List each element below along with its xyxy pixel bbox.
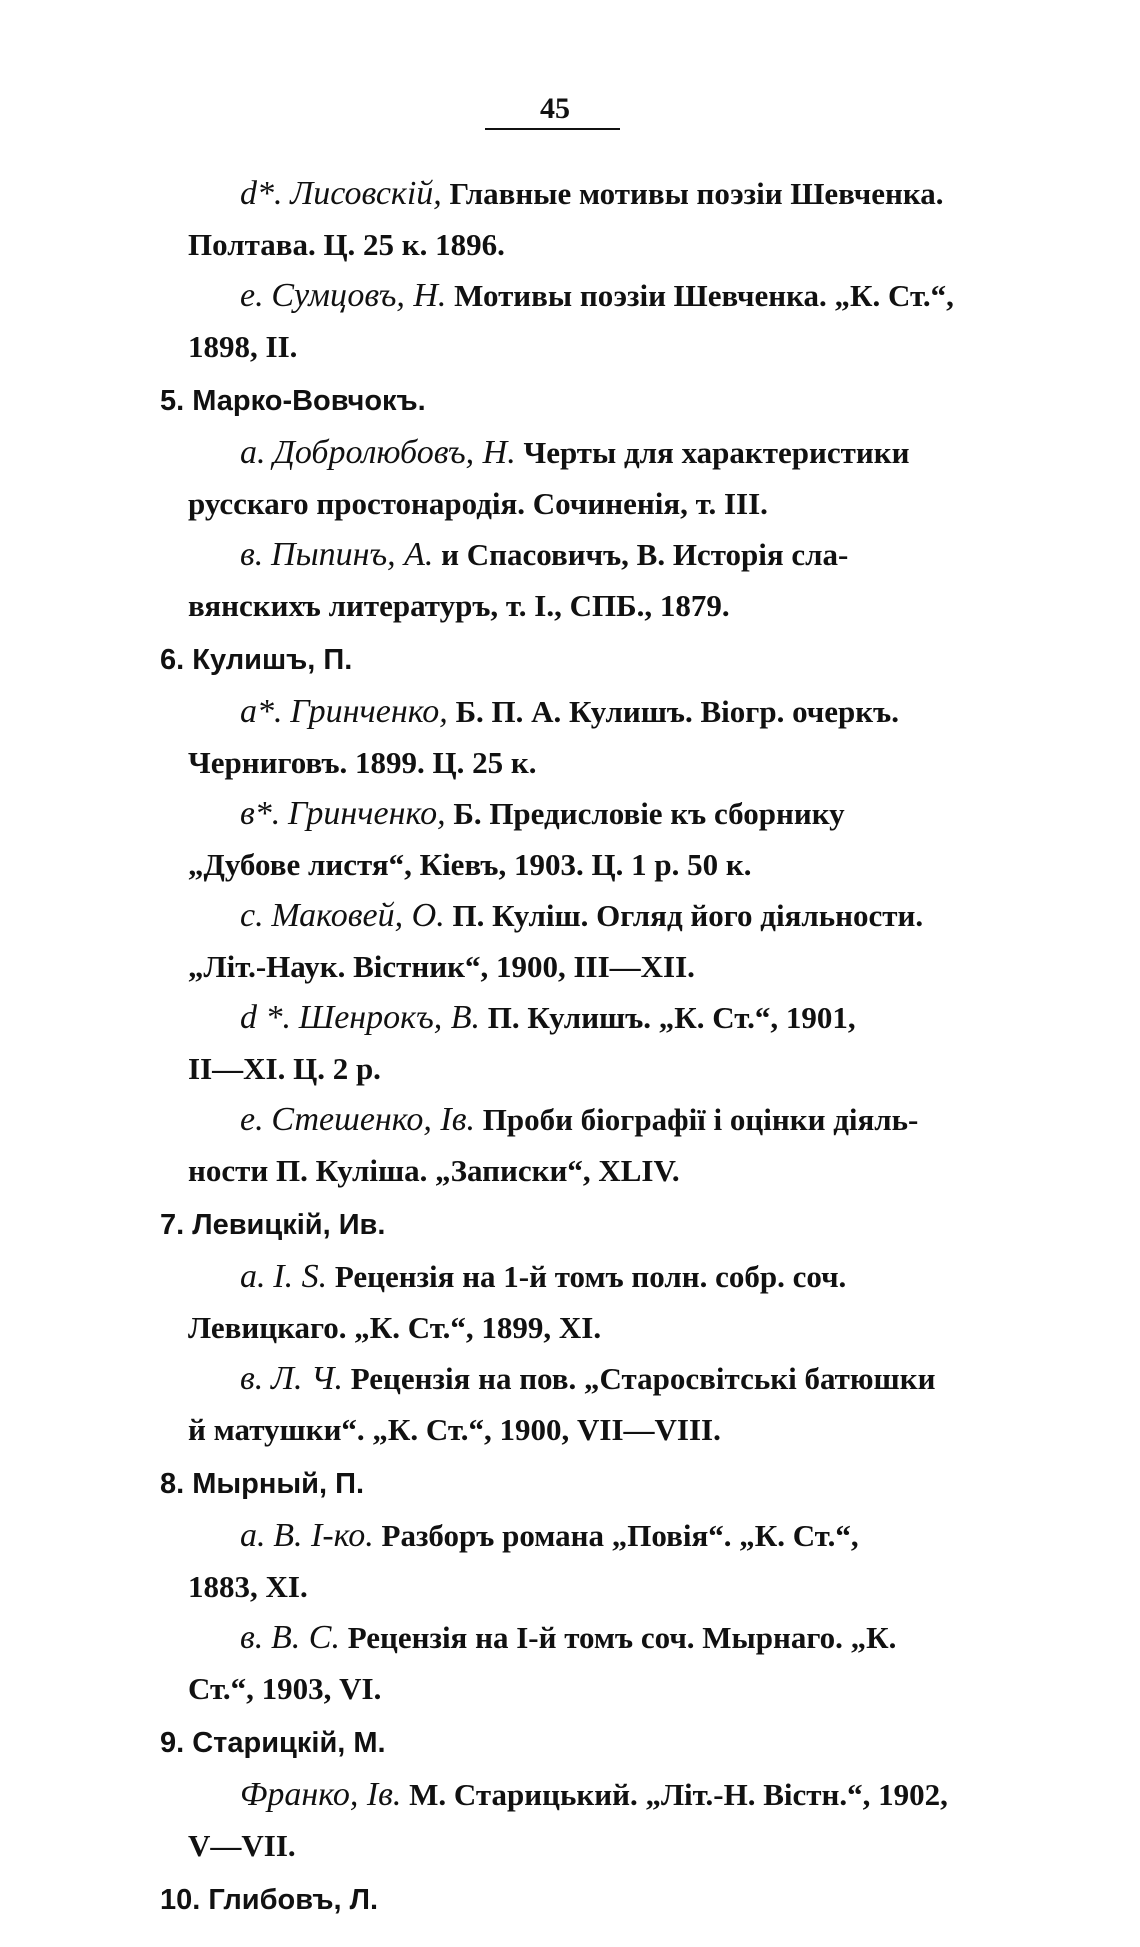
entry-continuation: [160, 321, 1020, 372]
entry-line: [160, 529, 1020, 580]
entry-letter: в.: [240, 536, 264, 573]
entry-line: [160, 427, 1020, 478]
entry-text: Левицкаго. „К. Ст.“, 1899, XI.: [188, 1310, 602, 1345]
entry-continuation: [160, 219, 1020, 270]
entry-text: М. Старицький. „Літ.-Н. Вістн.“, 1902,: [409, 1777, 948, 1812]
entry-continuation: [160, 737, 1020, 788]
section-heading: [160, 376, 1020, 427]
entry-continuation: [160, 1043, 1020, 1094]
entry-text: Рецензія на I-й томъ соч. Мырнаго. „К.: [347, 1620, 897, 1655]
entry-text: вянскихъ литературъ, т. I., СПБ., 1879.: [188, 588, 730, 623]
entry-text: Б. П. А. Кулишъ. Віогр. очеркъ.: [455, 694, 899, 729]
section-heading: [160, 1718, 1020, 1769]
section-title: 9. Старицкій, М.: [160, 1727, 386, 1759]
entry-author: Лисовскій,: [290, 175, 442, 212]
entry-author: Стешенко, Iв.: [271, 1101, 475, 1138]
entry-continuation: [160, 1820, 1020, 1871]
entry-letter: c.: [240, 897, 264, 934]
entry-letter: в*.: [240, 795, 281, 832]
entry-text: 1898, II.: [188, 329, 298, 364]
entry-line: [160, 270, 1020, 321]
entry-letter: d *.: [240, 999, 291, 1036]
bibliography-list: [160, 168, 1020, 1926]
entry-letter: d*.: [240, 175, 283, 212]
entry-text: II—XI. Ц. 2 р.: [188, 1051, 381, 1086]
section-heading: [160, 635, 1020, 686]
section-title: 10. Глибовъ, Л.: [160, 1884, 379, 1916]
entry-continuation: [160, 1145, 1020, 1196]
entry-author: Франко, Iв.: [240, 1776, 402, 1813]
entry-text: Ст.“, 1903, VI.: [188, 1671, 382, 1706]
page-number-rule: [485, 128, 620, 130]
entry-author: Сумцовъ, Н.: [271, 277, 447, 314]
entry-text: Главные мотивы поэзіи Шевченка.: [449, 176, 944, 211]
entry-line: [160, 686, 1020, 737]
entry-line: [160, 168, 1020, 219]
entry-author: Пыпинъ, А.: [271, 536, 434, 573]
entry-text: Мотивы поэзіи Шевченка. „К. Ст.“,: [454, 278, 954, 313]
entry-continuation: [160, 839, 1020, 890]
entry-line: [160, 992, 1020, 1043]
entry-letter: e.: [240, 277, 264, 314]
entry-line: [160, 890, 1020, 941]
entry-text: й матушки“. „К. Ст.“, 1900, VII—VIII.: [188, 1412, 721, 1447]
entry-author: Добролюбовъ, Н.: [273, 434, 516, 471]
entry-continuation: [160, 1663, 1020, 1714]
entry-text: и Спасовичъ, В. Исторія сла-: [441, 537, 849, 572]
entry-continuation: [160, 1561, 1020, 1612]
entry-author: Шенрокъ, В.: [298, 999, 480, 1036]
entry-text: Рецензія на 1-й томъ полн. собр. соч.: [334, 1259, 847, 1294]
entry-continuation: [160, 941, 1020, 992]
entry-continuation: [160, 580, 1020, 631]
entry-author: В. С.: [271, 1619, 340, 1656]
entry-text: V—VII.: [188, 1828, 296, 1863]
entry-letter: a.: [240, 434, 266, 471]
entry-continuation: [160, 478, 1020, 529]
entry-author: Гринченко,: [288, 795, 446, 832]
entry-line: [160, 788, 1020, 839]
entry-author: I. S.: [273, 1258, 328, 1295]
entry-line: [160, 1353, 1020, 1404]
entry-text: Полтава. Ц. 25 к. 1896.: [188, 227, 505, 262]
section-heading: [160, 1875, 1020, 1926]
entry-letter: a.: [240, 1517, 266, 1554]
section-title: 6. Кулишъ, П.: [160, 644, 353, 676]
entry-letter: в.: [240, 1619, 264, 1656]
entry-text: Разборъ романа „Повія“. „К. Ст.“,: [381, 1518, 859, 1553]
page-number: 45: [540, 92, 570, 125]
entry-line: [160, 1510, 1020, 1561]
entry-text: „Літ.-Наук. Вістник“, 1900, III—XII.: [188, 949, 695, 984]
section-heading: [160, 1200, 1020, 1251]
entry-letter: e.: [240, 1101, 264, 1138]
section-heading: [160, 1459, 1020, 1510]
section-title: 5. Марко-Вовчокъ.: [160, 385, 426, 417]
entry-continuation: [160, 1302, 1020, 1353]
entry-author: Гринченко,: [290, 693, 448, 730]
entry-text: П. Кулишъ. „К. Ст.“, 1901,: [487, 1000, 856, 1035]
section-title: 7. Левицкій, Ив.: [160, 1209, 386, 1241]
entry-text: Черниговъ. 1899. Ц. 25 к.: [188, 745, 537, 780]
entry-line: [160, 1094, 1020, 1145]
entry-text: русскаго простонародія. Сочиненія, т. III.: [188, 486, 768, 521]
entry-text: Рецензія на пов. „Старосвітські батюшки: [350, 1361, 936, 1396]
entry-text: „Дубове листя“, Кіевъ, 1903. Ц. 1 р. 50 к.: [188, 847, 752, 882]
entry-text: Проби біографії і оцінки діяль-: [482, 1102, 919, 1137]
entry-continuation: [160, 1404, 1020, 1455]
entry-author: В. I-ко.: [273, 1517, 374, 1554]
entry-line: [160, 1612, 1020, 1663]
entry-letter: a*.: [240, 693, 283, 730]
entry-letter: в.: [240, 1360, 264, 1397]
entry-line: [160, 1251, 1020, 1302]
entry-letter: a.: [240, 1258, 266, 1295]
entry-author: Маковей, О.: [271, 897, 445, 934]
entry-text: П. Куліш. Огляд його діяльности.: [452, 898, 924, 933]
entry-author: Л. Ч.: [271, 1360, 343, 1397]
entry-line: [160, 1769, 1020, 1820]
section-title: 8. Мырный, П.: [160, 1468, 365, 1500]
entry-text: Черты для характеристики: [523, 435, 910, 470]
entry-text: 1883, XI.: [188, 1569, 308, 1604]
entry-text: Б. Предисловіе къ сборнику: [453, 796, 845, 831]
entry-text: ности П. Куліша. „Записки“, XLIV.: [188, 1153, 680, 1188]
